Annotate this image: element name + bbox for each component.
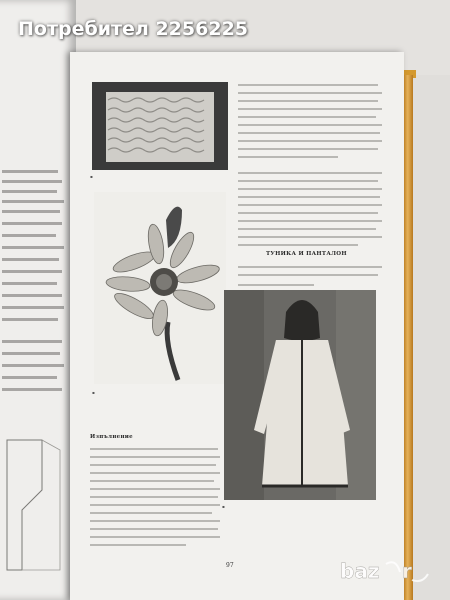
text-line [2,190,57,193]
text-line [90,496,218,498]
pattern-diagram [2,430,62,580]
text-line [2,376,57,379]
text-line [2,246,64,249]
text-line [238,124,382,126]
text-line [2,364,64,367]
text-line [90,488,220,490]
background-surface [413,75,450,600]
text-line [90,464,216,466]
text-line [2,200,64,203]
text-line [2,234,56,237]
text-line [238,92,382,94]
text-line [238,244,358,246]
page-number: 97 [226,562,234,569]
text-line [238,100,378,102]
bazar-logo [340,552,440,592]
svg-text:baz: baz [340,559,380,583]
text-line [2,270,62,273]
text-line [238,236,382,238]
text-line [90,456,220,458]
text-line [238,274,378,276]
text-line [2,352,60,355]
text-line [238,132,380,134]
text-line [238,180,378,182]
text-line [238,204,382,206]
figure-caption: ▪ [92,390,95,395]
text-line [238,172,382,174]
text-line [238,84,378,86]
text-line [2,318,58,321]
text-line [90,480,214,482]
section-heading: ТУНИКА И ПАНТАЛОН [266,251,347,257]
text-line [90,504,220,506]
text-line [238,140,382,142]
text-line [2,210,60,213]
instructions-heading: Изпълнение [90,434,133,440]
text-line [238,228,376,230]
text-line [90,512,212,514]
text-line [238,266,382,268]
text-line [90,528,218,530]
text-line [2,294,62,297]
text-line [90,448,218,450]
text-line [90,520,220,522]
text-line [238,196,380,198]
text-line [90,544,186,546]
tunic-model-photo [224,290,376,500]
text-line [2,306,64,309]
user-watermark: Потребител 2256225 [18,18,249,40]
text-line [2,388,62,391]
crochet-flower-photo [94,192,226,384]
svg-text:r: r [402,559,412,583]
left-page [0,0,76,600]
figure-caption: ▪ [90,174,93,179]
book-page [70,52,404,600]
text-line [238,212,378,214]
figure-caption: ▪ [222,504,225,509]
text-line [90,536,220,538]
text-line [238,284,314,286]
text-line [2,258,59,261]
text-line [238,220,382,222]
text-line [238,108,382,110]
text-line [238,148,378,150]
knit-swatch-photo [92,82,228,170]
text-line [2,340,62,343]
text-line [2,222,62,225]
text-line [238,188,382,190]
text-line [2,170,58,173]
text-line [238,116,376,118]
book-edge [404,75,413,600]
text-line [2,180,62,183]
text-line [90,472,220,474]
text-line [238,156,338,158]
text-line [2,282,57,285]
